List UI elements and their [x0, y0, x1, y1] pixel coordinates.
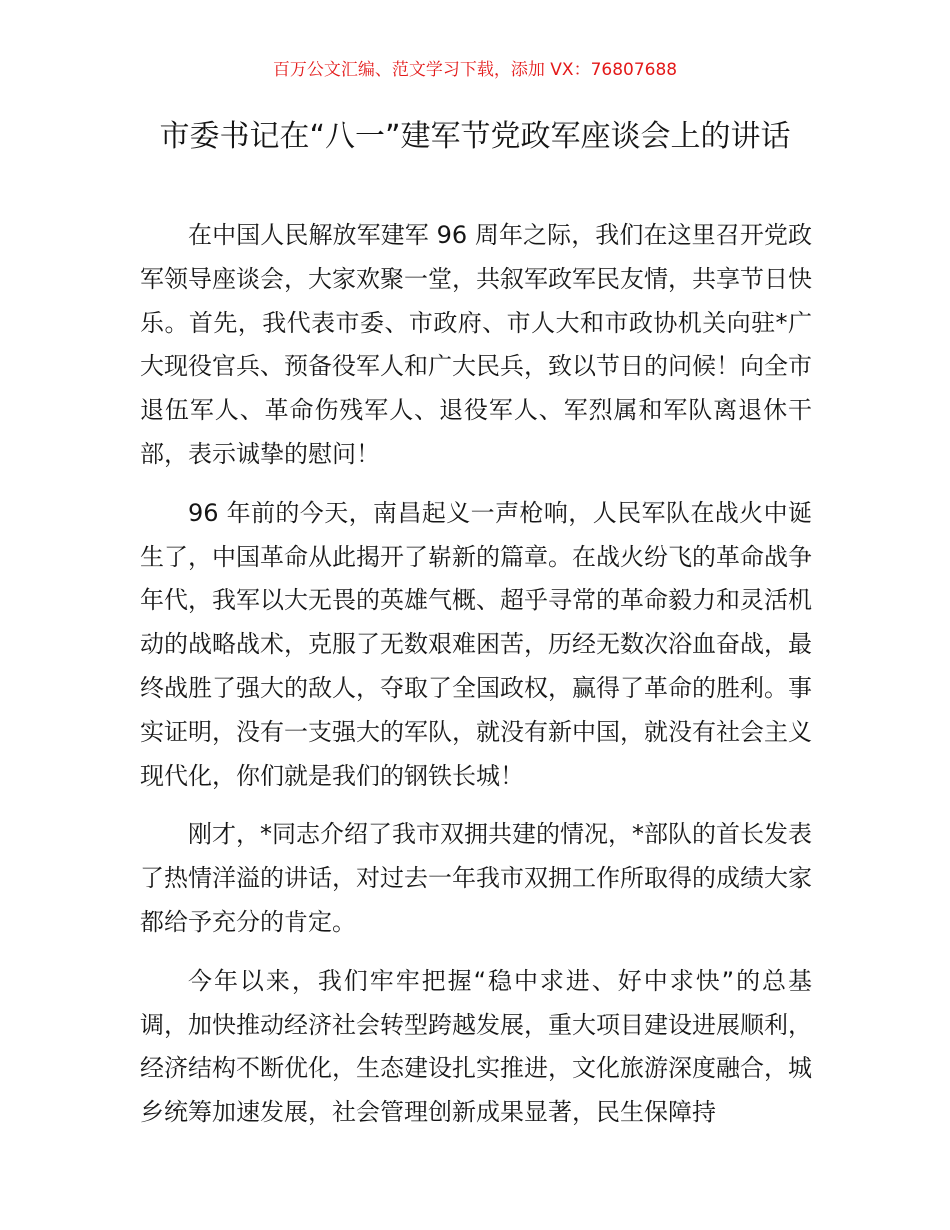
header-watermark-note: 百万公文汇编、范文学习下载，添加 VX：76807688 — [272, 60, 678, 80]
document-body — [140, 214, 812, 1150]
paragraph-1: 在中国人民解放军建军 96 周年之际，我们在这里召开党政军领导座谈会，大家欢聚一堂，共叙军政军民友情，共享节日快乐。首先，我代表市委、市政府、市人大和市政协机关向驻*广大现役官兵、预备役军人和广大民兵，致以节日的问候！向全市退伍军人、革命伤残军人、退役军人、军烈属和军队离退休干部，表示诚挚的慰问！ — [140, 221, 812, 468]
paragraph-3: 刚才，*同志介绍了我市双拥共建的情况，*部队的首长发表了热情洋溢的讲话，对过去一年我市双拥工作所取得的成绩大家都给予充分的肯定。 — [140, 820, 812, 936]
paragraph-2: 96 年前的今天，南昌起义一声枪响，人民军队在战火中诞生了，中国革命从此揭开了崭新的篇章。在战火纷飞的革命战争年代，我军以大无畏的英雄气概、超乎寻常的革命毅力和灵活机动的战略战术，克服了无数艰难困苦，历经无数次浴血奋战，最终战胜了强大的敌人，夺取了全国政权，赢得了革命的胜利。事实证明，没有一支强大的军队，就没有新中国，就没有社会主义现代化，你们就是我们的钢铁长城！ — [140, 498, 812, 790]
paragraph-4: 今年以来，我们牢牢把握“稳中求进、好中求快”的总基调，加快推动经济社会转型跨越发展，重大项目建设进展顺利，经济结构不断优化，生态建设扎实推进，文化旅游深度融合，城乡统筹加速发展，社会管理创新成果显著，民生保障持 — [140, 966, 812, 1127]
page-title: 市委书记在“八一”建军节党政军座谈会上的讲话 — [159, 119, 791, 154]
